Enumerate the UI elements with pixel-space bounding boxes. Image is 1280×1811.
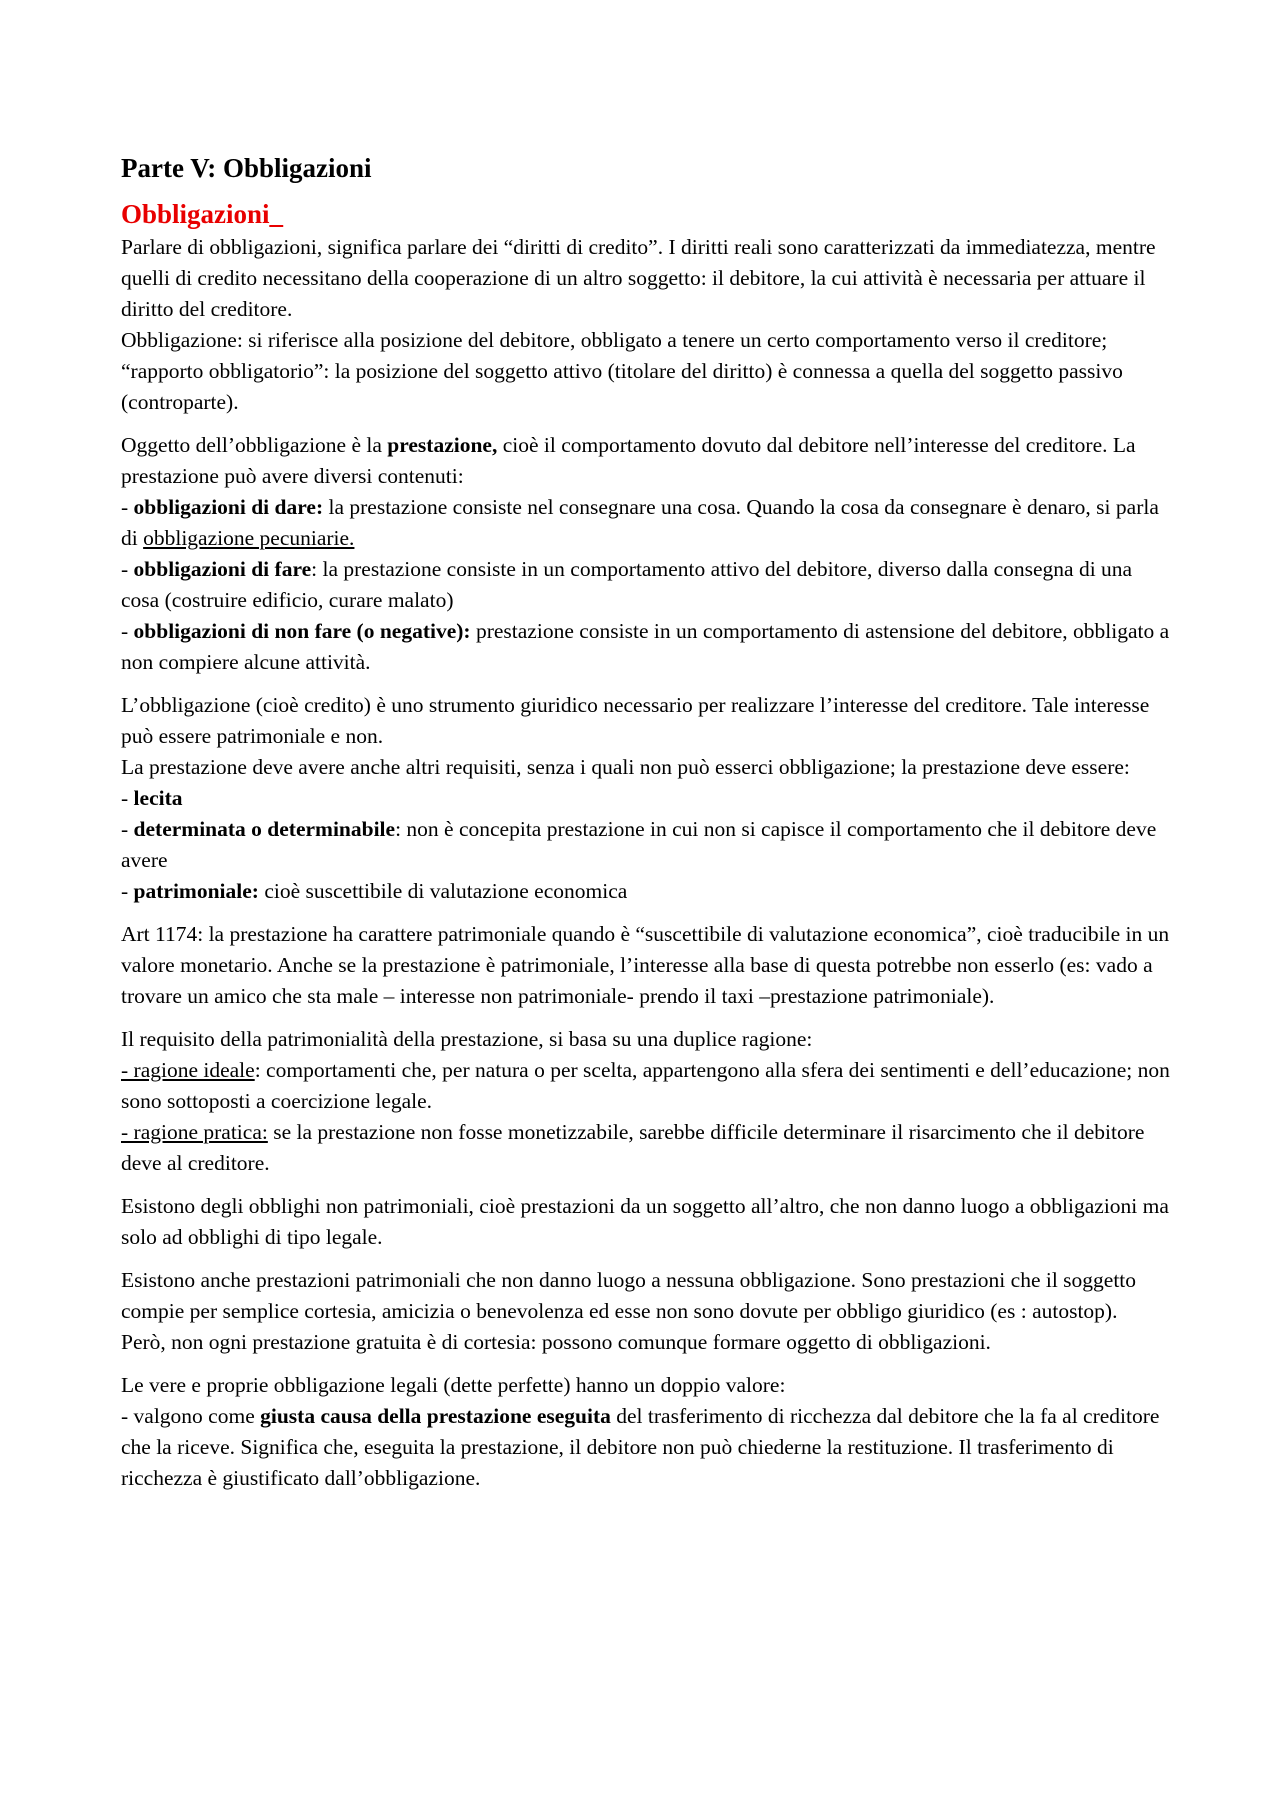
section-heading-suffix: _	[269, 199, 284, 229]
list-term: lecita	[133, 786, 183, 810]
art-1174-paragraph: Art 1174: la prestazione ha carattere patrimoniale quando è “suscettibile di valutazione economica”, cioè traducibile in un valore monetario. Anche se la prestazione è patrimoniale, l’interesse alla base di questa potrebbe non esserlo (es: vado a trovare un amico che sta male – interesse non patrimoniale- prendo il taxi –prestazione patrimoniale).	[121, 922, 1170, 1008]
list-dash: -	[121, 786, 134, 810]
list-item-patrimoniale	[121, 876, 1171, 907]
list-term: obbligazioni di fare	[133, 557, 312, 581]
list-text: cioè suscettibile di valutazione economica	[258, 879, 628, 903]
obbligazione-definition: Obbligazione: si riferisce alla posizione del debitore, obbligato a tenere un certo comportamento verso il creditore; “rapporto obbligatorio”: la posizione del soggetto attivo (titolare del diritto) è connessa a quella del soggetto passivo (controparte).	[121, 328, 1123, 414]
section-heading	[121, 196, 1171, 232]
list-term: patrimoniale:	[133, 879, 259, 903]
document-body	[121, 150, 1171, 1494]
gratuita-paragraph: Però, non ogni prestazione gratuita è di cortesia: possono comunque formare oggetto di obbligazioni.	[121, 1330, 991, 1354]
list-item-giusta-causa	[121, 1401, 1171, 1494]
oggetto-paragraph	[121, 430, 1171, 492]
oggetto-text-rest: cioè il comportamento dovuto dal debitore nell’interesse del creditore. La prestazione può avere diversi contenuti:	[121, 433, 1136, 488]
obblighi-paragraph: Esistono degli obblighi non patrimoniali, cioè prestazioni da un soggetto all’altro, che non danno luogo a obbligazioni ma solo ad obblighi di tipo legale.	[121, 1194, 1169, 1249]
interesse-paragraph: L’obbligazione (cioè credito) è uno strumento giuridico necessario per realizzare l’interesse del creditore. Tale interesse può essere patrimoniale e non.	[121, 693, 1150, 748]
list-dash: -	[121, 879, 134, 903]
list-text: : non è concepita prestazione in cui non si capisce il comportamento che il debitore deve avere	[121, 817, 1157, 872]
list-item-ragione-pratica	[121, 1117, 1171, 1179]
list-dash: -	[121, 817, 134, 841]
list-term: determinata o determinabile	[133, 817, 396, 841]
intro-paragraph: Parlare di obbligazioni, significa parlare dei “diritti di credito”. I diritti reali sono caratterizzati da immediatezza, mentre quelli di credito necessitano della cooperazione di un altro soggetto: il debitore, la cui attività è necessaria per attuare il diritto del creditore.	[121, 235, 1156, 321]
list-item-fare	[121, 554, 1171, 616]
oggetto-term: prestazione,	[387, 433, 498, 457]
list-term: giusta causa della prestazione eseguita	[260, 1404, 611, 1428]
list-text: - valgono come	[121, 1404, 261, 1428]
cortesia-paragraph: Esistono anche prestazioni patrimoniali che non danno luogo a nessuna obbligazione. Sono prestazioni che il soggetto compie per semplice cortesia, amicizia o benevolenza ed esse non sono dovute per obbligo giuridico (es : autostop).	[121, 1268, 1137, 1323]
list-dash: -	[121, 495, 134, 519]
section-heading-text: Obbligazioni	[121, 199, 270, 229]
requisiti-intro: La prestazione deve avere anche altri requisiti, senza i quali non può esserci obbligazione; la prestazione deve essere:	[121, 755, 1130, 779]
list-term: obbligazioni di dare:	[133, 495, 324, 519]
list-text-rest: del trasferimento di ricchezza dal debitore che la fa al creditore che la riceve. Significa che, eseguita la prestazione, il debitore non può chiederne la restituzione. Il trasferimento di ricchezza è giustificato dall’obbligazione.	[121, 1404, 1160, 1490]
underlined-term: - ragione pratica:	[121, 1120, 268, 1144]
list-dash: -	[121, 619, 134, 643]
patrimonialita-intro: Il requisito della patrimonialità della prestazione, si basa su una duplice ragione:	[121, 1027, 813, 1051]
list-text: : comportamenti che, per natura o per scelta, appartengono alla sfera dei sentimenti e dell’educazione; non sono sottoposti a coercizione legale.	[121, 1058, 1170, 1113]
list-term: obbligazioni di non fare (o negative):	[133, 619, 471, 643]
page-title: Parte V: Obbligazioni	[121, 153, 372, 183]
list-dash: -	[121, 557, 134, 581]
underlined-term: obbligazione pecuniarie.	[143, 526, 355, 550]
list-text: se la prestazione non fosse monetizzabile, sarebbe difficile determinare il risarcimento che il debitore deve al creditore.	[121, 1120, 1145, 1175]
list-text: la prestazione consiste nel consegnare una cosa. Quando la cosa da consegnare è denaro, si parla di	[121, 495, 1159, 550]
underlined-term: - ragione ideale	[121, 1058, 255, 1082]
list-item-non-fare	[121, 616, 1171, 678]
list-item-ragione-ideale	[121, 1055, 1171, 1117]
list-item-dare	[121, 492, 1171, 554]
oggetto-text: Oggetto dell’obbligazione è la	[121, 433, 388, 457]
list-item-determinata	[121, 814, 1171, 876]
list-item-lecita	[121, 783, 1171, 814]
list-text: : la prestazione consiste in un comportamento attivo del debitore, diverso dalla consegna di una cosa (costruire edificio, curare malato)	[121, 557, 1133, 612]
list-text: prestazione consiste in un comportamento di astensione del debitore, obbligato a non compiere alcune attività.	[121, 619, 1170, 674]
legali-intro: Le vere e proprie obbligazione legali (dette perfette) hanno un doppio valore:	[121, 1373, 786, 1397]
